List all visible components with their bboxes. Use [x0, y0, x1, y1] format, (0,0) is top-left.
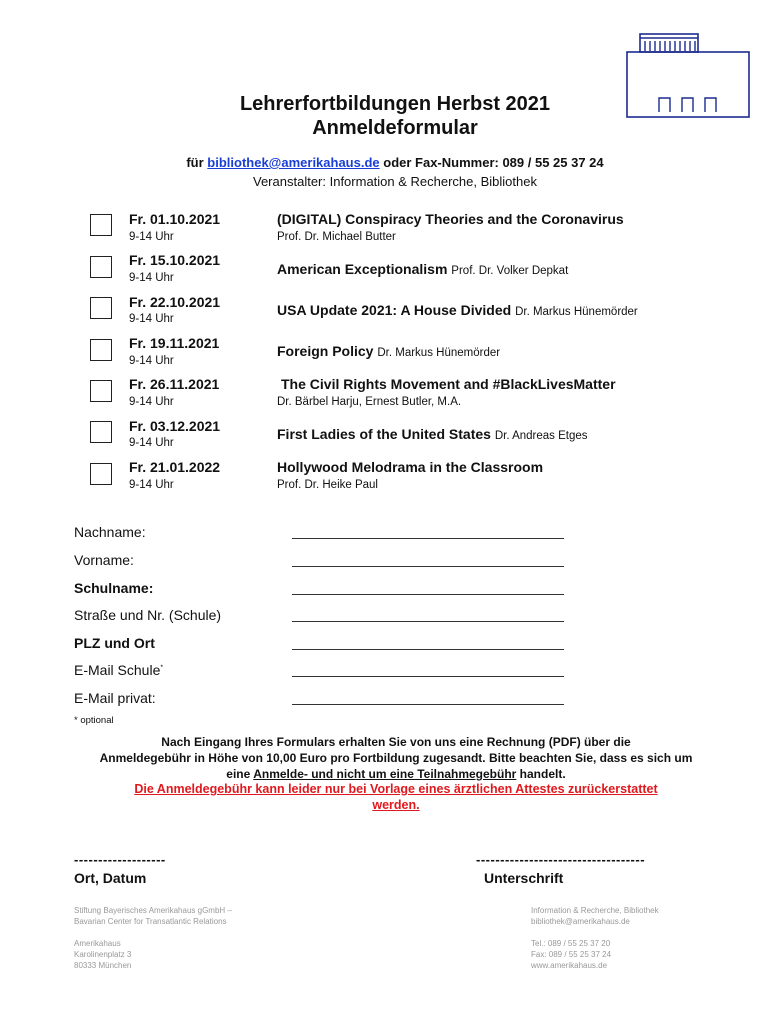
course-title: Hollywood Melodrama in the Classroom	[277, 459, 544, 475]
course-date: Fr. 15.10.2021	[129, 252, 221, 268]
course-checkbox[interactable]	[90, 463, 112, 485]
optional-note: * optional	[74, 715, 114, 726]
signature-line[interactable]: -----------------------------------	[476, 852, 646, 867]
strasse-label: Straße und Nr. (Schule)	[74, 607, 222, 623]
course-speaker: Dr. Andreas Etges	[494, 430, 588, 442]
course-checkbox[interactable]	[90, 380, 112, 402]
course-title: First Ladies of the United States	[277, 426, 491, 442]
email-privat-field[interactable]	[292, 704, 564, 705]
course-time: 9-14 Uhr	[129, 437, 174, 449]
email-schule-label: E-Mail Schule*	[74, 662, 164, 678]
course-title: Foreign Policy	[277, 343, 374, 359]
course-title: The Civil Rights Movement and #BlackLivesMatter	[281, 376, 616, 392]
course-date: Fr. 03.12.2021	[129, 418, 221, 434]
schulname-field[interactable]	[292, 594, 564, 595]
course-title-line	[277, 302, 638, 318]
organizer-line: Veranstalter: Information & Recherche, Bibliothek	[253, 174, 537, 189]
form-title: Lehrerfortbildungen Herbst 2021	[239, 93, 551, 115]
course-speaker: Prof. Dr. Volker Depkat	[451, 265, 569, 277]
signature-label: Unterschrift	[484, 870, 564, 886]
email-privat-label: E-Mail privat:	[74, 690, 156, 706]
course-time: 9-14 Uhr	[129, 272, 174, 284]
course-speaker: Prof. Dr. Michael Butter	[277, 231, 396, 243]
course-date: Fr. 19.11.2021	[129, 335, 220, 351]
course-date: Fr. 21.01.2022	[129, 459, 221, 475]
ort-datum-line[interactable]: -------------------	[74, 852, 166, 867]
ort-datum-label: Ort, Datum	[74, 870, 147, 886]
course-time: 9-14 Uhr	[129, 479, 174, 491]
course-checkbox[interactable]	[90, 214, 112, 236]
course-title-line	[277, 261, 568, 277]
course-checkbox[interactable]	[90, 297, 112, 319]
course-date: Fr. 26.11.2021	[129, 376, 220, 392]
course-date: Fr. 22.10.2021	[129, 294, 221, 310]
nachname-label: Nachname:	[74, 524, 146, 540]
course-title: American Exceptionalism	[277, 261, 448, 277]
course-time: 9-14 Uhr	[129, 313, 174, 325]
plz-ort-field[interactable]	[292, 649, 564, 650]
course-speaker: Prof. Dr. Heike Paul	[277, 479, 378, 491]
plz-ort-label: PLZ und Ort	[74, 635, 155, 651]
course-title: USA Update 2021: A House Divided	[277, 302, 512, 318]
course-title: (DIGITAL) Conspiracy Theories and the Coronavirus	[277, 211, 624, 227]
course-time: 9-14 Uhr	[129, 355, 174, 367]
course-title-line	[277, 426, 588, 442]
course-time: 9-14 Uhr	[129, 231, 174, 243]
vorname-field[interactable]	[292, 566, 564, 567]
course-speaker: Dr. Markus Hünemörder	[515, 306, 638, 318]
footer-left: Stiftung Bayerisches Amerikahaus gGmbH – Bavarian Center for Transatlantic Relations Amerikahaus Karolinenplatz 3 80333 München	[74, 906, 232, 970]
course-checkbox[interactable]	[90, 256, 112, 278]
footer-right: Information & Recherche, Bibliothek bibliothek@amerikahaus.de Tel.: 089 / 55 25 37 20 Fax: 089 / 55 25 37 24 www.amerikahaus.de	[531, 906, 659, 970]
form-subtitle: Anmeldeformular	[312, 117, 478, 139]
course-speaker: Dr. Markus Hünemörder	[377, 347, 501, 359]
email-schule-field[interactable]	[292, 676, 564, 677]
optional-mark: *	[160, 664, 164, 672]
course-checkbox[interactable]	[90, 421, 112, 443]
contact-line: für bibliothek@amerikahaus.de oder Fax-Nummer: 089 / 55 25 37 24	[186, 155, 604, 170]
course-time: 9-14 Uhr	[129, 396, 174, 408]
schulname-label: Schulname:	[74, 580, 154, 596]
vorname-label: Vorname:	[74, 552, 134, 568]
refund-warning: Die Anmeldegebühr kann leider nur bei Vorlage eines ärztlichen Attestes zurückerstattet werden.	[134, 782, 658, 812]
course-checkbox[interactable]	[90, 339, 112, 361]
nachname-field[interactable]	[292, 538, 564, 539]
course-speaker: Dr. Bärbel Harju, Ernest Butler, M.A.	[277, 396, 462, 408]
course-date: Fr. 01.10.2021	[129, 211, 221, 227]
fee-notice: Nach Eingang Ihres Formulars erhalten Sie von uns eine Rechnung (PDF) über die Anmeldegebühr in Höhe von 10,00 Euro pro Fortbildung zugesandt. Bitte beachten Sie, dass es sich um eine Anmelde- und nicht um eine Teilnahmegebühr handelt.	[99, 735, 693, 781]
email-link[interactable]: bibliothek@amerikahaus.de	[207, 155, 380, 170]
course-title-line	[277, 343, 500, 359]
strasse-field[interactable]	[292, 621, 564, 622]
